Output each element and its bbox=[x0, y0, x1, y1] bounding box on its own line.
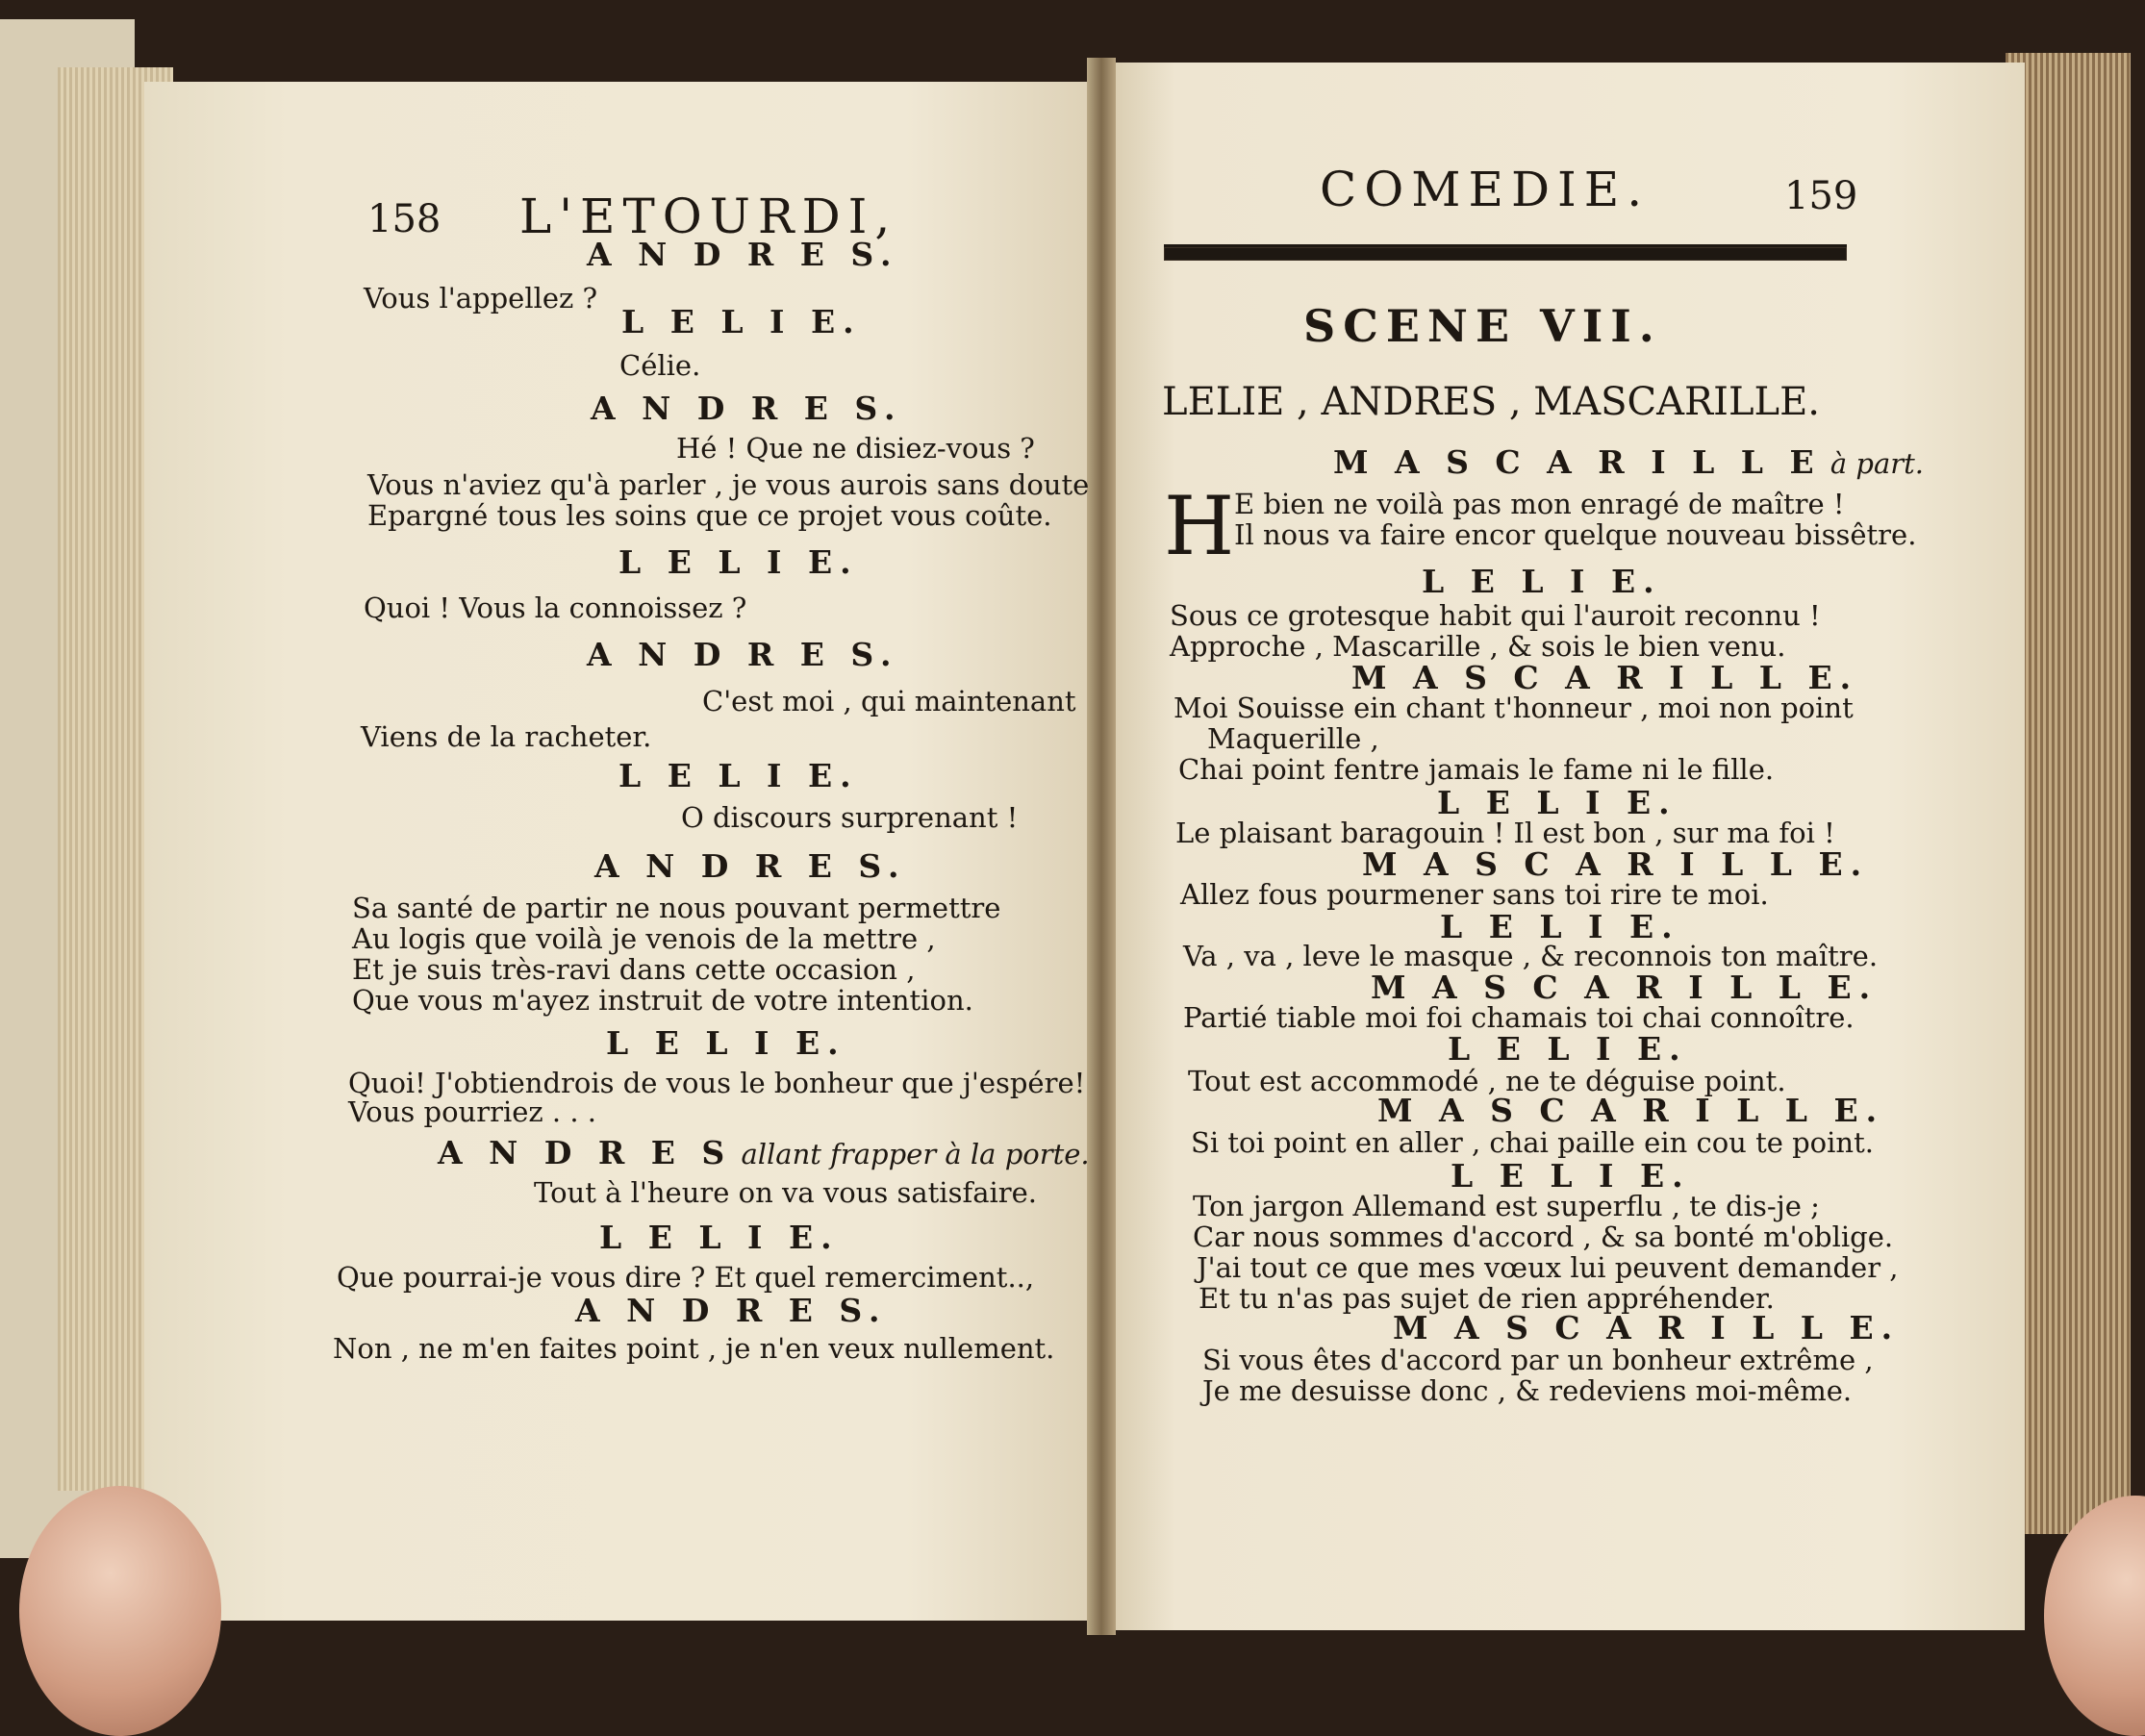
verse-line bbox=[1207, 722, 1379, 755]
left-folio: 158 bbox=[367, 197, 442, 241]
verse-text: Si vous êtes d'accord par un bonheur extrême , bbox=[1202, 1344, 1874, 1376]
speaker-name bbox=[1362, 845, 1870, 883]
speaker-label: A N D R E S. bbox=[591, 390, 903, 427]
speaker-name bbox=[621, 303, 862, 340]
verse-line bbox=[1234, 518, 1917, 551]
speaker-label: A N D R E S. bbox=[594, 847, 907, 885]
speaker-name bbox=[606, 1024, 846, 1062]
speaker-name bbox=[594, 847, 907, 885]
speaker-name bbox=[1437, 784, 1678, 821]
verse-text: Allez fous pourmener sans toi rire te moi. bbox=[1180, 878, 1769, 911]
verse-line bbox=[1191, 1126, 1874, 1159]
verse-line bbox=[364, 591, 747, 624]
verse-text: Va , va , leve le masque , & reconnois ton maître. bbox=[1183, 940, 1879, 972]
verse-line bbox=[1234, 488, 1845, 520]
speaker-label: L E L I E. bbox=[1451, 1157, 1691, 1195]
verse-text: Car nous sommes d'accord , & sa bonté m'oblige. bbox=[1193, 1220, 1894, 1253]
verse-line bbox=[1180, 878, 1769, 911]
speaker-label: L E L I E. bbox=[618, 757, 859, 794]
verse-text: Tout est accommodé , ne te déguise point. bbox=[1188, 1065, 1786, 1097]
verse-text: Quoi ! Vous la connoissez ? bbox=[364, 591, 747, 624]
verse-text: Quoi! J'obtiendrois de vous le bonheur que j'espére! bbox=[348, 1067, 1086, 1099]
verse-text: Je me desuisse donc , & redeviens moi-même. bbox=[1202, 1374, 1853, 1407]
verse-line bbox=[676, 432, 1035, 465]
speaker-name bbox=[1377, 1092, 1885, 1129]
verse-line bbox=[702, 685, 1076, 717]
verse-text: Que vous m'ayez instruit de votre intention. bbox=[352, 984, 973, 1017]
verse-line bbox=[1170, 630, 1786, 663]
verse-text: Sa santé de partir ne nous pouvant permettre bbox=[352, 892, 1001, 924]
verse-line bbox=[367, 499, 1052, 532]
speaker-label: A N D R E S. bbox=[575, 1292, 888, 1329]
drop-cap: H bbox=[1164, 479, 1235, 573]
verse-text: Et je suis très-ravi dans cette occasion , bbox=[352, 953, 916, 986]
verse-line bbox=[1193, 1220, 1894, 1253]
speaker-label: M A S C A R I L L E. bbox=[1371, 969, 1879, 1006]
left-running-head: L'ETOURDI, bbox=[519, 189, 898, 244]
speaker-name bbox=[1451, 1157, 1691, 1195]
speaker-name bbox=[1371, 969, 1879, 1006]
verse-line bbox=[1183, 1001, 1855, 1034]
stage-direction: allant frapper à la porte. bbox=[732, 1138, 1090, 1170]
speaker-label: M A S C A R I L L E. bbox=[1393, 1309, 1901, 1346]
verse-line bbox=[1173, 694, 1854, 722]
verse-text: Vous n'aviez qu'à parler , je vous aurois sans doute bbox=[367, 468, 1090, 501]
speaker-name bbox=[599, 1219, 840, 1256]
stage-direction: à part. bbox=[1821, 447, 1924, 480]
verse-line bbox=[1175, 819, 1835, 847]
speaker-name bbox=[438, 1134, 1090, 1171]
verse-text: Approche , Mascarille , & sois le bien venu. bbox=[1170, 630, 1786, 663]
speaker-name bbox=[1393, 1309, 1901, 1346]
verse-text: O discours surprenant ! bbox=[681, 801, 1019, 834]
right-running-head: COMEDIE. bbox=[1320, 162, 1651, 217]
verse-line bbox=[361, 720, 652, 753]
speaker-name bbox=[591, 390, 903, 427]
verse-text: Il nous va faire encor quelque nouveau bissêtre. bbox=[1234, 518, 1917, 551]
speaker-label: A N D R E S. bbox=[587, 236, 899, 273]
verse-text: Si toi point en aller , chai paille ein cou te point. bbox=[1191, 1126, 1874, 1159]
verse-text: Vous l'appellez ? bbox=[364, 282, 598, 314]
verse-line bbox=[1197, 1251, 1899, 1284]
speaker-name bbox=[618, 757, 859, 794]
verse-line bbox=[352, 922, 936, 955]
verse-text: Vous pourriez . . . bbox=[348, 1095, 596, 1128]
book-gutter bbox=[1087, 58, 1116, 1635]
verse-text: Moi Souisse ein chant t'honneur , moi non point bbox=[1173, 692, 1854, 724]
verse-text: Maquerille , bbox=[1207, 722, 1379, 755]
verse-text: Que pourrai-je vous dire ? Et quel remerciment.., bbox=[337, 1261, 1035, 1294]
speaker-label: L E L I E. bbox=[599, 1219, 840, 1256]
verse-line bbox=[348, 1095, 596, 1128]
verse-text: Non , ne m'en faites point , je n'en veux nullement. bbox=[333, 1332, 1055, 1365]
verse-line bbox=[364, 282, 598, 314]
verse-text: Célie. bbox=[619, 349, 701, 382]
speaker-name bbox=[1333, 443, 1924, 481]
speaker-label: M A S C A R I L L E bbox=[1333, 443, 1822, 481]
verse-line bbox=[1202, 1374, 1853, 1407]
verse-line bbox=[681, 801, 1019, 834]
verse-text: J'ai tout ce que mes vœux lui peuvent demander , bbox=[1197, 1251, 1899, 1284]
speaker-label: L E L I E. bbox=[1440, 908, 1680, 945]
verse-text: Ton jargon Allemand est superflu , te dis-je ; bbox=[1193, 1190, 1820, 1222]
speaker-name bbox=[587, 636, 899, 673]
speaker-label: A N D R E S bbox=[438, 1134, 733, 1171]
verse-text: Hé ! Que ne disiez-vous ? bbox=[676, 432, 1035, 465]
verse-line bbox=[534, 1176, 1038, 1209]
speaker-label: M A S C A R I L L E. bbox=[1362, 845, 1870, 883]
verse-line bbox=[1170, 599, 1821, 632]
speaker-label: L E L I E. bbox=[1437, 784, 1678, 821]
verse-text: Chai point fentre jamais le fame ni le fille. bbox=[1178, 753, 1775, 786]
verse-text: Partié tiable moi foi chamais toi chai connoître. bbox=[1183, 1001, 1855, 1034]
verse-text: Tout à l'heure on va vous satisfaire. bbox=[534, 1176, 1038, 1209]
verse-text: Et tu n'as pas sujet de rien appréhender. bbox=[1199, 1282, 1775, 1315]
speaker-name bbox=[575, 1292, 888, 1329]
verse-text: Epargné tous les soins que ce projet vous coûte. bbox=[367, 499, 1052, 532]
speaker-label: L E L I E. bbox=[1422, 563, 1662, 600]
verse-line bbox=[1178, 753, 1775, 786]
left-thumb bbox=[19, 1486, 221, 1736]
verse-text: C'est moi , qui maintenant bbox=[702, 685, 1076, 717]
scene-characters: LELIE , ANDRES , MASCARILLE. bbox=[1162, 380, 1820, 424]
speaker-label: M A S C A R I L L E. bbox=[1351, 659, 1859, 696]
right-folio: 159 bbox=[1784, 174, 1858, 218]
verse-line bbox=[1202, 1346, 1874, 1374]
verse-line bbox=[1183, 940, 1879, 972]
verse-line bbox=[337, 1261, 1035, 1294]
scene-title: SCENE VII. bbox=[1303, 300, 1662, 352]
speaker-name bbox=[1351, 659, 1859, 696]
verse-line bbox=[333, 1332, 1055, 1365]
verse-text: E bien ne voilà pas mon enragé de maître ! bbox=[1234, 488, 1845, 520]
verse-text: Le plaisant baragouin ! Il est bon , sur ma foi ! bbox=[1175, 817, 1835, 849]
speaker-name bbox=[1448, 1030, 1688, 1068]
verse-text: Viens de la racheter. bbox=[361, 720, 652, 753]
verse-text: Au logis que voilà je venois de la mettre , bbox=[352, 922, 936, 955]
speaker-name bbox=[618, 543, 859, 581]
speaker-label: A N D R E S. bbox=[587, 636, 899, 673]
speaker-name bbox=[587, 236, 899, 273]
verse-line bbox=[352, 953, 916, 986]
verse-line bbox=[619, 349, 701, 382]
verse-line bbox=[367, 468, 1090, 501]
speaker-name bbox=[1440, 908, 1680, 945]
speaker-label: L E L I E. bbox=[621, 303, 862, 340]
verse-line bbox=[348, 1069, 1085, 1097]
speaker-name bbox=[1422, 563, 1662, 600]
verse-line bbox=[1193, 1190, 1820, 1222]
verse-line bbox=[352, 894, 1000, 922]
speaker-label: L E L I E. bbox=[606, 1024, 846, 1062]
speaker-label: M A S C A R I L L E. bbox=[1377, 1092, 1885, 1129]
verse-text: Sous ce grotesque habit qui l'auroit reconnu ! bbox=[1170, 599, 1821, 632]
speaker-label: L E L I E. bbox=[1448, 1030, 1688, 1068]
speaker-label: L E L I E. bbox=[618, 543, 859, 581]
scene-header-rule bbox=[1164, 244, 1847, 261]
verse-line bbox=[352, 984, 973, 1017]
